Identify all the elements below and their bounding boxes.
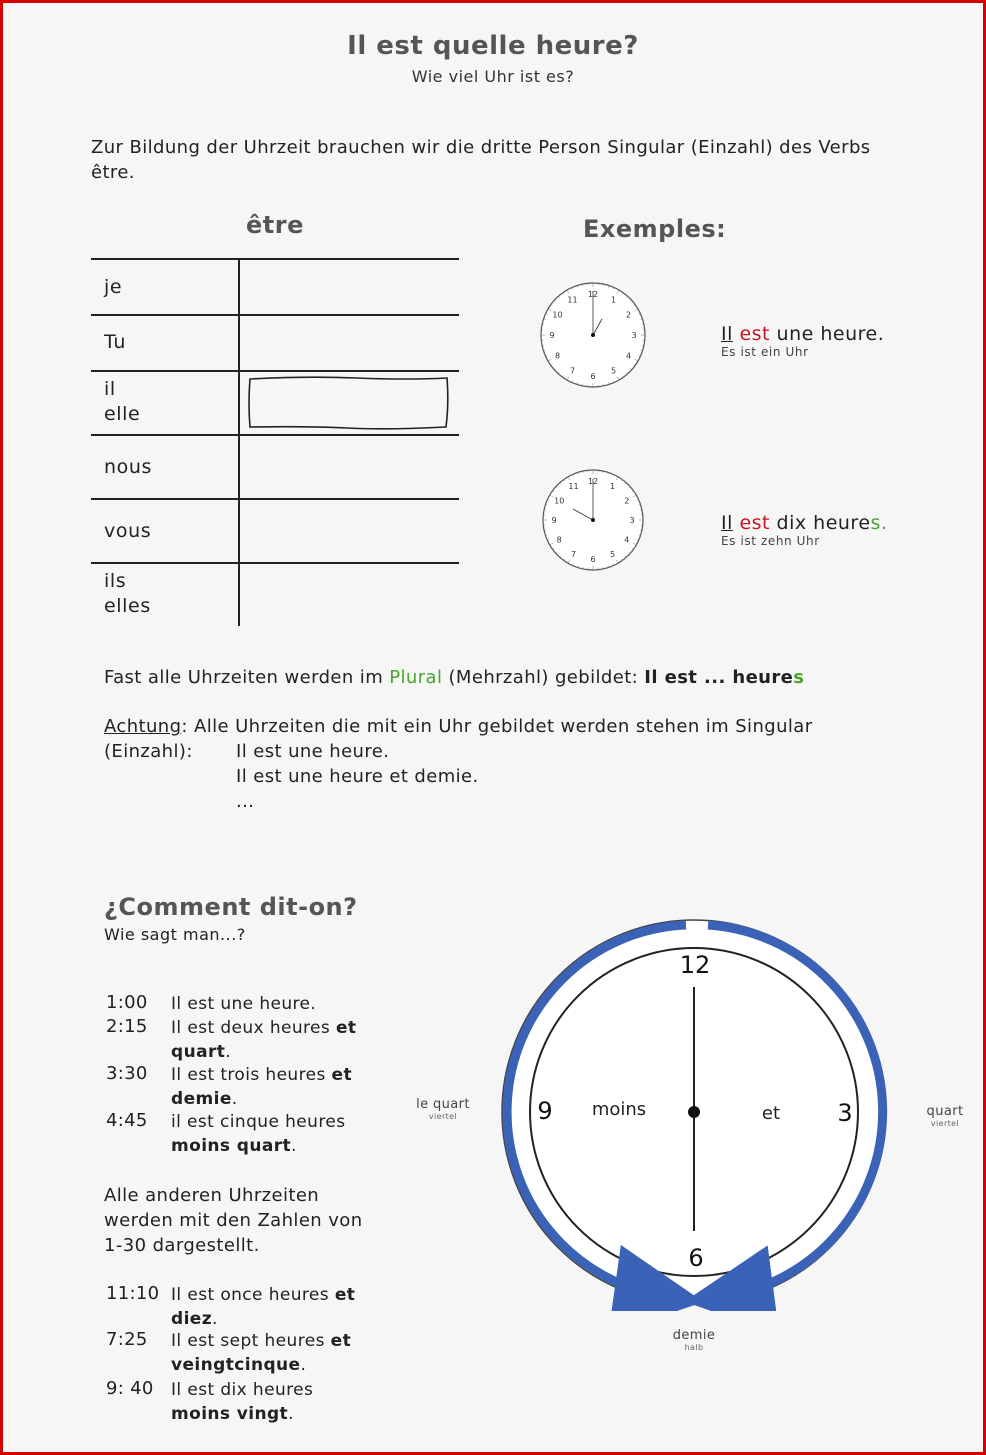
time-6: 7:25: [106, 1329, 148, 1350]
phrase-7-text: Il est dix heures: [171, 1380, 314, 1400]
clock-number: 4: [624, 535, 630, 545]
example-2-il: Il: [721, 512, 733, 534]
phrase-7-bold: moins vingt: [171, 1404, 289, 1424]
clock-number: 10: [552, 310, 563, 320]
achtung-example-3: ...: [236, 791, 255, 812]
example-2-translation: Es ist zehn Uhr: [721, 534, 820, 548]
clock-number: 3: [631, 331, 637, 340]
plural-note-before: Fast alle Uhrzeiten werden im: [104, 667, 384, 688]
intro-text: Zur Bildung der Uhrzeit brauchen wir die dritte Person Singular (Einzahl) des Verbs être.: [91, 137, 871, 183]
example-2-end: .: [880, 512, 888, 534]
table-line: [91, 370, 459, 372]
time-4: 4:45: [106, 1110, 148, 1131]
pronoun-elles: elles: [104, 595, 151, 617]
demie-sub: halb: [684, 1343, 704, 1352]
big-clock-diagram: [498, 911, 892, 1311]
phrase-4: [171, 1110, 371, 1158]
clock-number: 6: [590, 555, 596, 564]
plural-note-after: (Mehrzahl) gebildet:: [448, 667, 639, 688]
example-clock-1: [539, 279, 649, 391]
et-label: et: [761, 1103, 781, 1124]
clock-number: 7: [570, 549, 577, 559]
pronoun-il: il: [104, 378, 116, 400]
clock-number: 9: [549, 331, 555, 340]
clock-center-dot: [688, 1106, 700, 1118]
phrase-2-text: Il est deux heures: [171, 1018, 331, 1038]
le-quart-text: le quart: [416, 1097, 470, 1112]
page-subtitle: Wie viel Uhr ist es?: [411, 67, 575, 86]
quart-label: [915, 1104, 975, 1128]
answer-box[interactable]: [247, 375, 451, 431]
example-1-translation: Es ist ein Uhr: [721, 345, 809, 359]
moins-label: moins: [591, 1099, 647, 1120]
table-line: [91, 258, 459, 260]
plural-word: Plural: [389, 667, 443, 688]
phrase-3: [171, 1063, 371, 1111]
table-line: [91, 498, 459, 500]
phrase-2-end: .: [225, 1042, 232, 1062]
page-title: Il est quelle heure?: [347, 31, 639, 61]
phrase-5-bold: et diez: [171, 1285, 356, 1329]
clock-number: 7: [569, 366, 576, 376]
clock-number: 12: [587, 477, 599, 486]
phrase-3-text: Il est trois heures: [171, 1065, 326, 1085]
clock-number: 1: [609, 482, 616, 492]
phrase-2: [171, 1016, 371, 1064]
plural-note: [104, 665, 804, 690]
phrase-5: [171, 1283, 371, 1331]
example-1-est: est: [739, 323, 770, 345]
clock-number: 8: [556, 535, 562, 545]
demie-label: [659, 1328, 729, 1352]
example-clock-2: [539, 467, 649, 575]
phrase-3-end: .: [231, 1089, 238, 1109]
phrase-5-end: .: [212, 1309, 218, 1329]
clock-num-9: 9: [537, 1097, 553, 1125]
achtung-example-1: Il est une heure.: [236, 741, 390, 762]
clock-number: 5: [609, 549, 616, 559]
comment-subheading: Wie sagt man...?: [104, 925, 246, 944]
pronoun-elle: elle: [104, 403, 141, 425]
phrase-7-end: .: [288, 1404, 294, 1424]
table-line: [91, 314, 459, 316]
phrase-1-text: Il est une heure.: [171, 994, 317, 1014]
phrase-4-end: .: [291, 1136, 297, 1156]
clock-number: 4: [625, 351, 632, 361]
pronoun-vous: vous: [104, 520, 152, 542]
phrase-4-bold: moins quart: [171, 1136, 292, 1156]
achtung-label: Achtung: [104, 716, 182, 737]
pronoun-je: je: [104, 276, 123, 298]
time-7: 9: 40: [106, 1378, 154, 1399]
quart-sub: viertel: [930, 1119, 960, 1128]
example-1-end: .: [877, 323, 885, 345]
phrase-6-bold: et veingtcinque: [171, 1331, 352, 1375]
other-times-note: Alle anderen Uhrzeiten werden mit den Zahlen von 1-30 dargestellt.: [104, 1185, 363, 1256]
clock-number: 3: [629, 516, 635, 525]
phrase-6: [171, 1329, 371, 1377]
table-line: [91, 434, 459, 436]
table-line: [91, 562, 459, 564]
time-3: 3:30: [106, 1063, 148, 1084]
plural-formula-s: s: [793, 667, 805, 688]
phrase-6-end: .: [300, 1355, 307, 1375]
phrase-1: [171, 992, 371, 1016]
example-2-est: est: [739, 512, 770, 534]
phrase-2-bold: et quart: [171, 1018, 357, 1062]
le-quart-sub: viertel: [428, 1112, 458, 1121]
example-2-plural-s: s: [870, 512, 881, 534]
phrase-5-text: Il est once heures: [171, 1285, 330, 1305]
example-1-rest: une heure: [776, 323, 878, 345]
demie-text: demie: [672, 1328, 716, 1343]
example-1: [721, 323, 884, 359]
clock-number: 11: [567, 295, 578, 305]
phrase-6-text: Il est sept heures: [171, 1331, 325, 1351]
comment-heading: ¿Comment dit-on?: [104, 893, 358, 921]
clock-number: 12: [587, 290, 599, 299]
pronoun-tu: Tu: [104, 331, 126, 353]
clock-number: 2: [625, 310, 632, 320]
time-5: 11:10: [106, 1283, 160, 1304]
clock-number: 1: [610, 295, 617, 305]
phrase-4-text: il est cinque heures: [171, 1112, 346, 1132]
clock-number: 6: [590, 372, 596, 381]
pronoun-nous: nous: [104, 456, 153, 478]
clock-number: 5: [610, 366, 617, 376]
pronoun-ils: ils: [104, 570, 127, 592]
example-2-rest: dix heure: [776, 512, 871, 534]
clock-number: 11: [568, 482, 579, 492]
time-1: 1:00: [106, 992, 148, 1013]
achtung-line: [104, 714, 813, 739]
conjugation-heading: être: [246, 211, 304, 239]
clock-number: 10: [554, 496, 565, 506]
examples-heading: Exemples:: [583, 215, 727, 243]
clock-num-12: 12: [679, 951, 711, 979]
example-2: [721, 512, 887, 548]
clock-num-6: 6: [688, 1244, 704, 1272]
clock-number: 9: [551, 516, 557, 525]
example-1-il: Il: [721, 323, 733, 345]
achtung-example-2: Il est une heure et demie.: [236, 766, 479, 787]
phrase-7: [171, 1378, 371, 1426]
le-quart-label: [408, 1097, 478, 1121]
achtung-text: : Alle Uhrzeiten die mit ein Uhr gebildet werden stehen im Singular: [181, 716, 813, 737]
achtung-einzahl: (Einzahl):: [104, 741, 193, 762]
clock-number: 2: [624, 496, 630, 506]
table-divider: [238, 258, 240, 626]
clock-number: 8: [554, 351, 561, 361]
clock-num-3: 3: [837, 1099, 853, 1127]
quart-text: quart: [926, 1104, 964, 1119]
plural-formula: Il est ... heure: [644, 667, 794, 688]
time-2: 2:15: [106, 1016, 148, 1037]
phrase-3-bold: et demie: [171, 1065, 353, 1109]
